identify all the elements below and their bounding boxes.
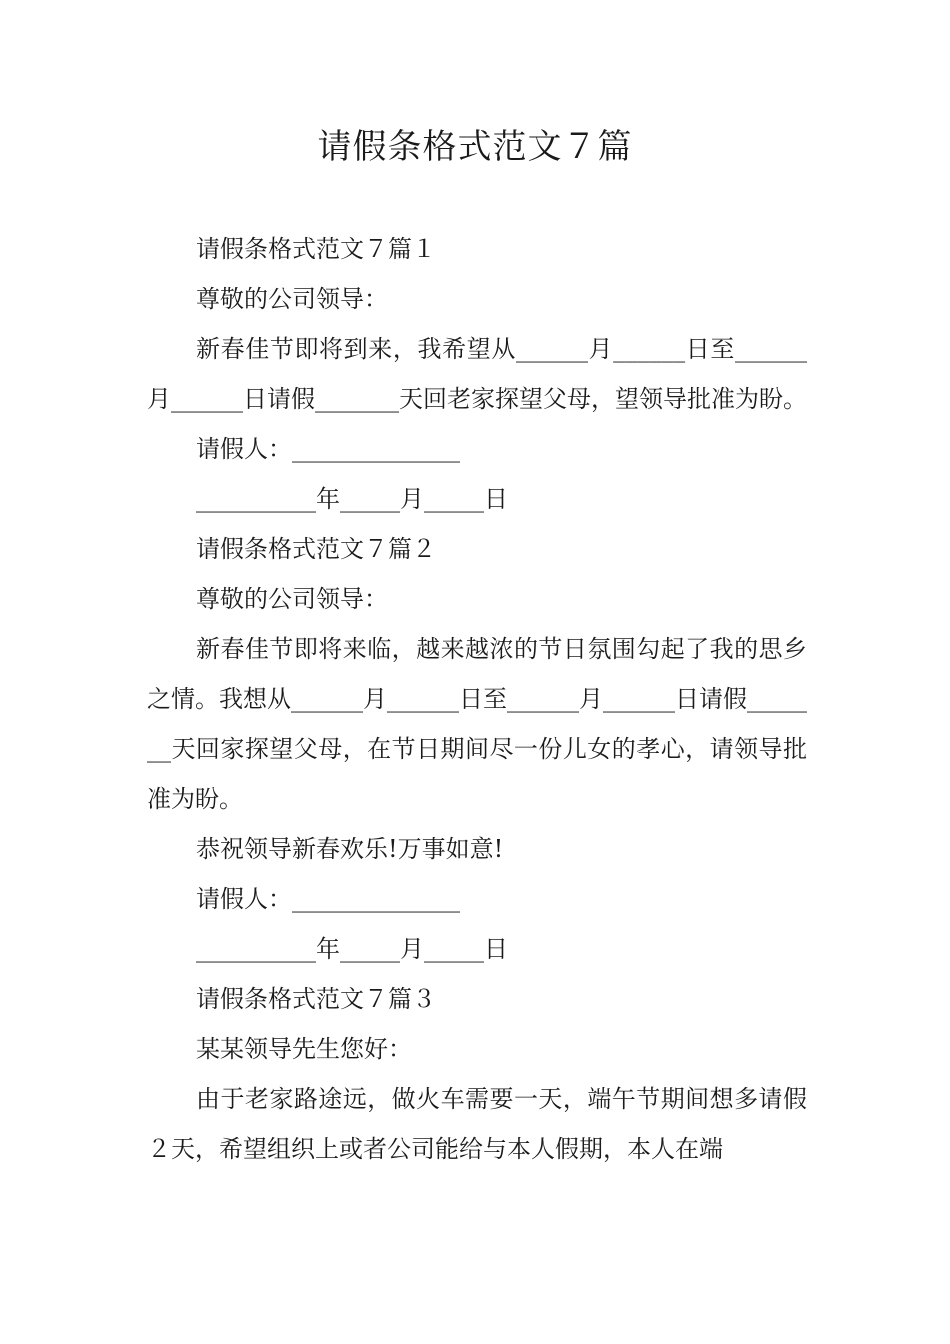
- salutation-3: 某某领导先生您好：: [196, 1035, 412, 1063]
- body-paragraph-3: 由于老家路途远，做火车需要一天，端午节期间想多请假２天，希望组织上或者公司能给与本人假期，本人在端: [147, 1085, 807, 1163]
- signature-line-1: 请假人：______________: [196, 435, 460, 463]
- date-line-1: __________年_____月_____日: [196, 485, 508, 513]
- salutation-2: 尊敬的公司领导：: [196, 585, 388, 613]
- body-paragraph-1: 新春佳节即将到来，我希望从______月______日至______月______日请假_______天回老家探望父母，望领导批准为盼。: [147, 335, 807, 413]
- section-heading-2: 请假条格式范文７篇２: [196, 535, 436, 563]
- signature-line-2: 请假人：______________: [196, 885, 460, 913]
- document-title: 请假条格式范文７篇: [317, 127, 633, 167]
- date-line-2: __________年_____月_____日: [196, 935, 508, 963]
- document-body: [147, 224, 807, 1174]
- body-paragraph-2: 新春佳节即将来临，越来越浓的节日氛围勾起了我的思乡之情。我想从______月______日至______月______日请假_______天回家探望父母，在节日期间尽一份儿女的孝心，请领导批准为盼。: [147, 635, 807, 813]
- section-heading-1: 请假条格式范文７篇１: [196, 235, 436, 263]
- greeting-line-2: 恭祝领导新春欢乐!万事如意!: [196, 835, 504, 863]
- salutation-1: 尊敬的公司领导：: [196, 285, 388, 313]
- section-heading-3: 请假条格式范文７篇３: [196, 985, 436, 1013]
